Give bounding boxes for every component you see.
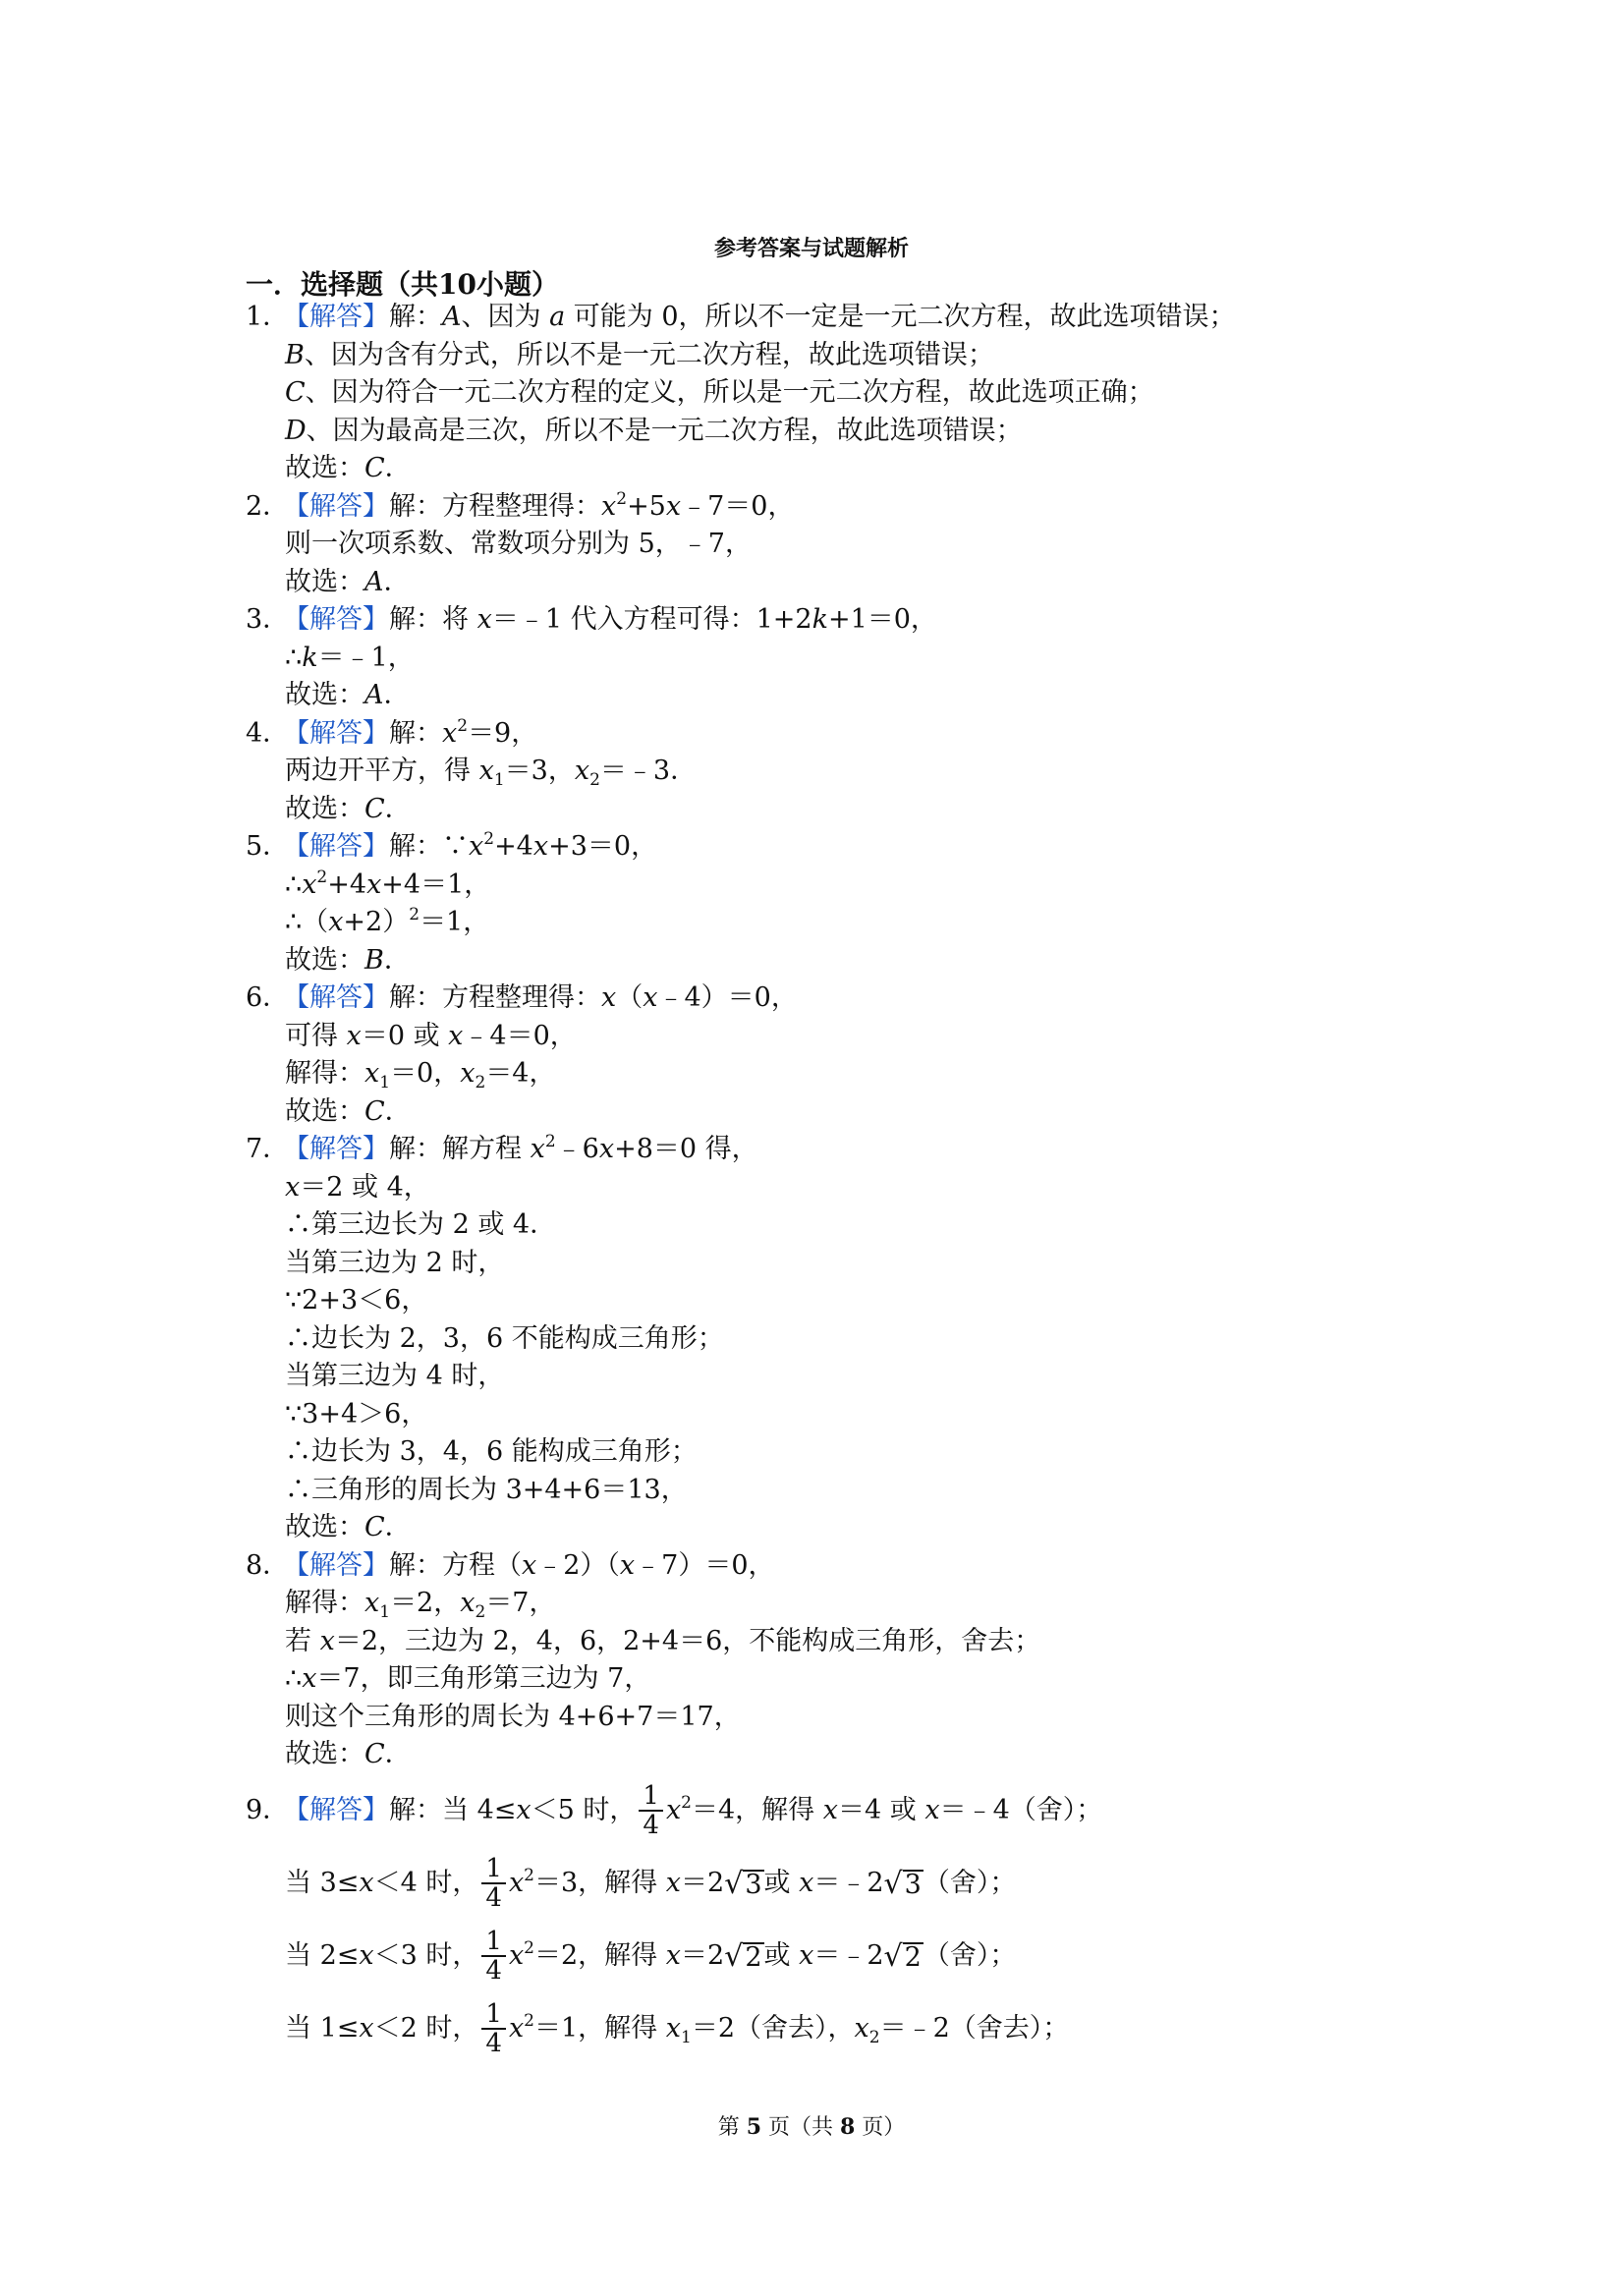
page-title: 参考答案与试题解析: [713, 236, 909, 261]
answer-5-line-2: $\therefore x^2+4x+4=1$，: [285, 867, 491, 900]
fraction: $\frac{1}{4}$: [481, 2000, 506, 2057]
answer-1: 1．【解答】解：A、因为 a 可能为 0，所以不一定是一元二次方程，故此选项错误；: [246, 299, 1425, 337]
answer-number: 8．: [246, 1549, 290, 1581]
answer-tag: 【解答】: [283, 1549, 389, 1581]
answer-1-choice: 故选：C．: [285, 453, 412, 483]
answer-9: 9．【解答】解：当 4≤x＜5 时， $\frac{1}{4}$ $x^2=4$，解得 x＝4 或 x＝﹣4（舍）；: [246, 1774, 1425, 1847]
answer-2: 2．【解答】解：方程整理得：$x^2+5x﹣7=0$，: [246, 488, 1425, 527]
answer-2-line-2: 则一次项系数、常数项分别为 5，﹣7，: [285, 529, 752, 559]
answer-7-line-4: 当第三边为 2 时，: [285, 1247, 505, 1278]
answer-7: 7．【解答】解：解方程 $x^2﹣6x+8=0$ 得，: [246, 1131, 1425, 1169]
answer-tag: 【解答】: [283, 717, 389, 749]
answer-8-line-5: 则这个三角形的周长为 4+6+7＝17，: [285, 1701, 741, 1732]
answer-6-choice: 故选：C．: [285, 1095, 412, 1127]
answer-8-line-4: ∴x＝7，即三角形第三边为 7，: [285, 1663, 651, 1694]
sqrt-3: √ 3: [724, 1866, 762, 1901]
answer-tag: 【解答】: [283, 604, 389, 635]
answer-8-line-3: 若 x＝2，三边为 2，4，6，2+4＝6，不能构成三角形，舍去；: [285, 1625, 1041, 1656]
sqrt-3: √ 3: [883, 1866, 922, 1901]
answer-tag: 【解答】: [283, 302, 389, 332]
sqrt-2: √ 2: [883, 1938, 922, 1974]
answer-tag: 【解答】: [283, 1794, 389, 1825]
answer-7-line-9: ∴边长为 3，4，6 能构成三角形；: [285, 1436, 698, 1467]
answer-number: 5．: [246, 831, 290, 862]
answer-6: 6．【解答】解：方程整理得：x（x﹣4）＝0，: [246, 980, 1425, 1018]
answer-7-line-8: ∵3+4＞6，: [285, 1398, 428, 1429]
answer-1-line-b: B、因为含有分式，所以不是一元二次方程，故此选项错误；: [285, 339, 994, 370]
answer-1-line-c: C、因为符合一元二次方程的定义，所以是一元二次方程，故此选项正确；: [285, 377, 1154, 408]
answer-4: 4．【解答】解：$x^2=9$，: [246, 715, 1425, 754]
answer-tag: 【解答】: [283, 831, 389, 862]
answer-1-line-d: D、因为最高是三次，所以不是一元二次方程，故此选项错误；: [285, 415, 1023, 446]
answer-9-line-4: 当 1≤x＜2 时， $\frac{1}{4}$ $x^2=1$，解得 $x_1=2$（舍去），$x_2=﹣2$（舍去）；: [285, 1999, 1070, 2058]
answer-9-line-2: 当 3≤x＜4 时， $\frac{1}{4}$ $x^2=3$，解得 x＝2 √ 3 或 x＝﹣2 √ 3 （舍）；: [285, 1854, 1017, 1913]
answer-number: 9．: [246, 1794, 290, 1825]
fraction: $\frac{1}{4}$: [481, 1928, 506, 1985]
fraction: $\frac{1}{4}$: [481, 1855, 506, 1912]
answer-8: 8．【解答】解：方程（x﹣2）（x﹣7）＝0，: [246, 1547, 1425, 1586]
answer-7-line-7: 当第三边为 4 时，: [285, 1361, 505, 1391]
page-footer: 第 5 页（共 8 页）: [717, 2114, 906, 2140]
answer-6-line-3: 解得：$x_1=0$，$x_2=4$，: [285, 1058, 556, 1092]
answer-number: 6．: [246, 982, 290, 1013]
fraction: $\frac{1}{4}$: [639, 1782, 663, 1839]
section-heading: 一．选择题（共10小题）: [246, 268, 559, 301]
answer-list: [246, 299, 1425, 2065]
current-page: 5: [746, 2114, 761, 2140]
answer-4-line-2: 两边开平方，得 $x_1=3$，$x_2=﹣3$．: [285, 756, 698, 790]
answer-7-choice: 故选：C．: [285, 1512, 412, 1542]
answer-8-line-2: 解得：$x_1=2$，$x_2=7$，: [285, 1588, 556, 1622]
answer-7-line-5: ∵2+3＜6，: [285, 1285, 428, 1316]
total-pages: 8: [840, 2114, 856, 2140]
answer-5: 5．【解答】解：$\because x^2+4x+3=0$，: [246, 828, 1425, 867]
answer-number: 2．: [246, 490, 290, 522]
answer-4-choice: 故选：C．: [285, 793, 412, 824]
answer-7-line-6: ∴边长为 2，3，6 不能构成三角形；: [285, 1322, 724, 1354]
answer-7-line-2: x＝2 或 4，: [285, 1171, 430, 1203]
answer-number: 3．: [246, 604, 290, 635]
answer-7-line-3: ∴第三边长为 2 或 4．: [285, 1209, 557, 1240]
sqrt-2: √ 2: [724, 1938, 762, 1974]
answer-6-line-2: 可得 x＝0 或 x﹣4＝0，: [285, 1020, 577, 1051]
answer-number: 7．: [246, 1134, 290, 1164]
answer-8-choice: 故选：C．: [285, 1739, 412, 1769]
answer-number: 1．: [246, 302, 290, 332]
answer-3: 3．【解答】解：将 x＝﹣1 代入方程可得：1+2k+1＝0，: [246, 601, 1425, 640]
answer-5-line-3: $\therefore(x+2)^2=1$，: [285, 905, 490, 937]
answer-tag: 【解答】: [283, 490, 389, 522]
answer-2-choice: 故选：A．: [285, 566, 411, 597]
answer-tag: 【解答】: [283, 1134, 389, 1164]
answer-9-line-3: 当 2≤x＜3 时， $\frac{1}{4}$ $x^2=2$，解得 x＝2 √ 2 或 x＝﹣2 √ 2 （舍）；: [285, 1927, 1017, 1986]
answer-3-line-2: ∴k＝﹣1，: [285, 642, 415, 673]
answer-tag: 【解答】: [283, 982, 389, 1013]
answer-number: 4．: [246, 717, 290, 749]
answer-5-choice: 故选：B．: [285, 944, 411, 976]
answer-7-line-10: ∴三角形的周长为 3+4+6＝13，: [285, 1474, 688, 1505]
answer-3-choice: 故选：A．: [285, 680, 411, 710]
